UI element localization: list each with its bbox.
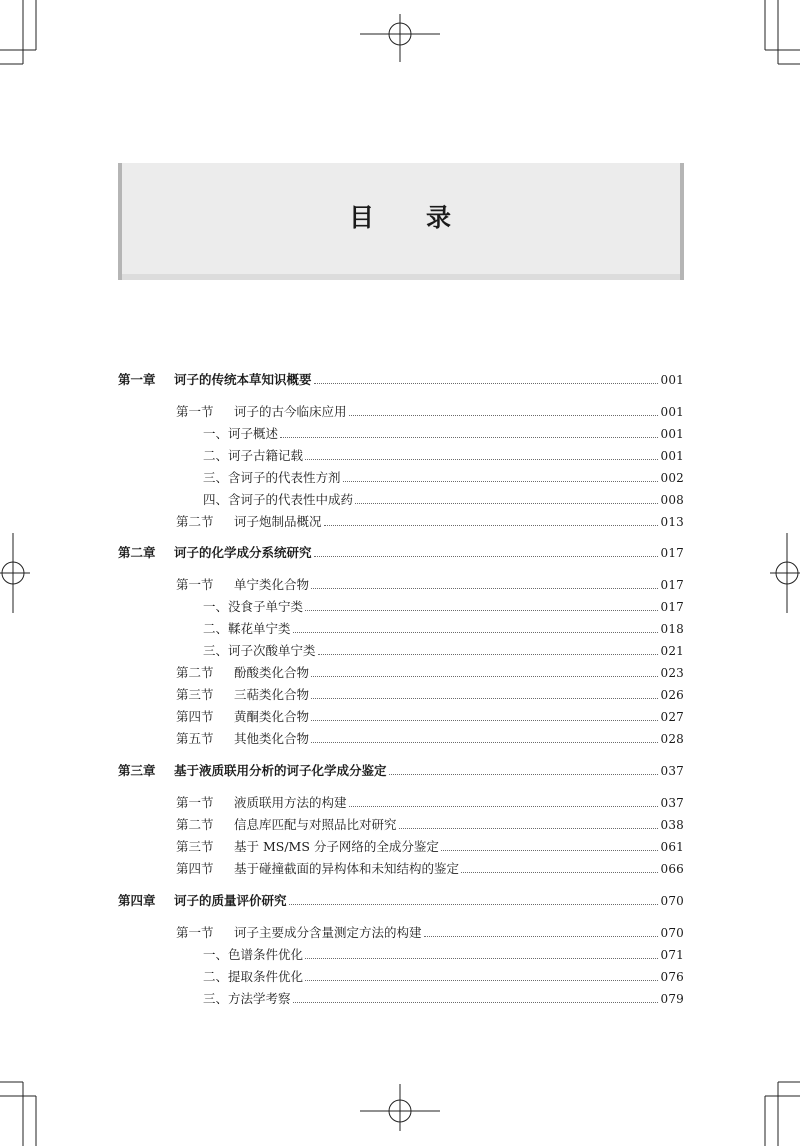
- section-title: 诃子的古今临床应用: [234, 404, 347, 419]
- page-number: 027: [660, 710, 684, 724]
- toc-item-row[interactable]: [203, 965, 684, 985]
- page-number: 061: [660, 840, 684, 854]
- page-number: 017: [660, 578, 684, 592]
- section-title: 诃子炮制品概况: [234, 514, 322, 529]
- page-number: 071: [660, 948, 684, 962]
- item-title: 三、含诃子的代表性方剂: [203, 470, 341, 485]
- toc-section-row[interactable]: [176, 683, 684, 703]
- section-number: 第三节: [176, 839, 214, 854]
- chapter-number: 第一章: [118, 372, 156, 387]
- chapter-number: 第二章: [118, 545, 156, 560]
- toc-section-row[interactable]: [176, 921, 684, 941]
- dot-leader: [305, 958, 658, 959]
- toc-section-row[interactable]: [176, 835, 684, 855]
- dot-leader: [293, 1002, 659, 1003]
- section-number: 第二节: [176, 665, 214, 680]
- dot-leader: [343, 481, 659, 482]
- page-number: 070: [660, 894, 684, 908]
- toc-section-row[interactable]: [176, 573, 684, 593]
- dot-leader: [314, 556, 659, 557]
- chapter-label: [118, 545, 312, 561]
- page-title: 目录: [348, 203, 503, 232]
- page-number: 001: [660, 405, 684, 419]
- page-number: 008: [660, 493, 684, 507]
- chapter-label: [118, 372, 312, 388]
- section-number: 第五节: [176, 731, 214, 746]
- dot-leader: [461, 872, 658, 873]
- section-label: [176, 925, 422, 941]
- section-number: 第二节: [176, 514, 214, 529]
- page-number: 070: [660, 926, 684, 940]
- toc-section-row[interactable]: [176, 727, 684, 747]
- page-number: 017: [660, 546, 684, 560]
- toc-item-row[interactable]: [203, 943, 684, 963]
- toc-section-row[interactable]: [176, 510, 684, 530]
- dot-leader: [349, 415, 659, 416]
- section-title: 诃子主要成分含量测定方法的构建: [234, 925, 422, 940]
- item-title: 一、色谱条件优化: [203, 947, 304, 962]
- section-number: 第一节: [176, 925, 214, 940]
- page-number: 001: [660, 427, 684, 441]
- section-label: [176, 731, 309, 747]
- section-title: 信息库匹配与对照品比对研究: [234, 817, 397, 832]
- page-number: 001: [660, 449, 684, 463]
- chapter-title: 诃子的化学成分系统研究: [174, 545, 312, 560]
- page-number: 038: [660, 818, 684, 832]
- dot-leader: [289, 904, 659, 905]
- dot-leader: [349, 806, 659, 807]
- toc-chapter-row[interactable]: [118, 368, 684, 388]
- section-number: 第四节: [176, 709, 214, 724]
- dot-leader: [280, 437, 658, 438]
- page-number: 037: [660, 796, 684, 810]
- chapter-label: [118, 763, 387, 779]
- section-number: 第四节: [176, 861, 214, 876]
- section-label: [176, 577, 309, 593]
- dot-leader: [441, 850, 659, 851]
- toc-section-row[interactable]: [176, 400, 684, 420]
- page-number: 066: [660, 862, 684, 876]
- section-title: 黄酮类化合物: [234, 709, 310, 724]
- section-label: [176, 404, 347, 420]
- section-title: 酚酸类化合物: [234, 665, 310, 680]
- toc-item-row[interactable]: [203, 444, 684, 464]
- dot-leader: [305, 980, 658, 981]
- page-number: 018: [660, 622, 684, 636]
- section-label: [176, 514, 322, 530]
- page-number: 013: [660, 515, 684, 529]
- page-number: 026: [660, 688, 684, 702]
- dot-leader: [293, 632, 659, 633]
- section-label: [176, 839, 439, 855]
- section-title: 三萜类化合物: [234, 687, 310, 702]
- section-number: 第二节: [176, 817, 214, 832]
- section-number: 第三节: [176, 687, 214, 702]
- toc-item-row[interactable]: [203, 422, 684, 442]
- chapter-number: 第四章: [118, 893, 156, 908]
- dot-leader: [311, 676, 658, 677]
- dot-leader: [311, 698, 658, 699]
- dot-leader: [311, 588, 658, 589]
- page-number: 017: [660, 600, 684, 614]
- toc-chapter-row[interactable]: [118, 889, 684, 909]
- section-label: [176, 861, 459, 877]
- dot-leader: [314, 383, 659, 384]
- page-number: 001: [660, 373, 684, 387]
- dot-leader: [355, 503, 658, 504]
- item-title: 二、鞣花单宁类: [203, 621, 291, 636]
- section-label: [176, 687, 309, 703]
- toc-section-row[interactable]: [176, 813, 684, 833]
- dot-leader: [311, 720, 658, 721]
- toc-item-row[interactable]: [203, 639, 684, 659]
- item-title: 二、提取条件优化: [203, 969, 304, 984]
- page-number: 021: [660, 644, 684, 658]
- toc-chapter-row[interactable]: [118, 541, 684, 561]
- item-title: 三、诃子次酸单宁类: [203, 643, 316, 658]
- section-title: 液质联用方法的构建: [234, 795, 347, 810]
- section-number: 第一节: [176, 795, 214, 810]
- page-number: 076: [660, 970, 684, 984]
- section-label: [176, 817, 397, 833]
- section-number: 第一节: [176, 404, 214, 419]
- page-number: 002: [660, 471, 684, 485]
- section-title: 基于 MS/MS 分子网络的全成分鉴定: [234, 839, 439, 854]
- item-title: 二、诃子古籍记载: [203, 448, 304, 463]
- item-title: 四、含诃子的代表性中成药: [203, 492, 354, 507]
- dot-leader: [318, 654, 659, 655]
- toc-item-row[interactable]: [203, 466, 684, 486]
- toc-item-row[interactable]: [203, 595, 684, 615]
- dot-leader: [399, 828, 659, 829]
- dot-leader: [324, 525, 659, 526]
- section-title: 单宁类化合物: [234, 577, 310, 592]
- section-title: 基于碰撞截面的异构体和未知结构的鉴定: [234, 861, 460, 876]
- dot-leader: [424, 936, 659, 937]
- toc-item-row[interactable]: [203, 617, 684, 637]
- chapter-number: 第三章: [118, 763, 156, 778]
- section-label: [176, 795, 347, 811]
- dot-leader: [305, 459, 658, 460]
- chapter-label: [118, 893, 287, 909]
- toc-chapter-row[interactable]: [118, 759, 684, 779]
- section-label: [176, 709, 309, 725]
- dot-leader: [305, 610, 658, 611]
- toc-section-row[interactable]: [176, 661, 684, 681]
- banner-shadow: [122, 274, 680, 280]
- page-number: 028: [660, 732, 684, 746]
- section-label: [176, 665, 309, 681]
- toc-section-row[interactable]: [176, 705, 684, 725]
- toc-item-row[interactable]: [203, 488, 684, 508]
- chapter-title: 诃子的质量评价研究: [174, 893, 287, 908]
- chapter-title: 诃子的传统本草知识概要: [174, 372, 312, 387]
- toc-section-row[interactable]: [176, 857, 684, 877]
- dot-leader: [389, 774, 659, 775]
- toc-section-row[interactable]: [176, 791, 684, 811]
- item-title: 三、方法学考察: [203, 991, 291, 1006]
- page-number: 079: [660, 992, 684, 1006]
- dot-leader: [311, 742, 658, 743]
- page-number: 037: [660, 764, 684, 778]
- toc-item-row[interactable]: [203, 987, 684, 1007]
- section-number: 第一节: [176, 577, 214, 592]
- page-number: 023: [660, 666, 684, 680]
- section-title: 其他类化合物: [234, 731, 310, 746]
- item-title: 一、没食子单宁类: [203, 599, 304, 614]
- chapter-title: 基于液质联用分析的诃子化学成分鉴定: [174, 763, 387, 778]
- item-title: 一、诃子概述: [203, 426, 279, 441]
